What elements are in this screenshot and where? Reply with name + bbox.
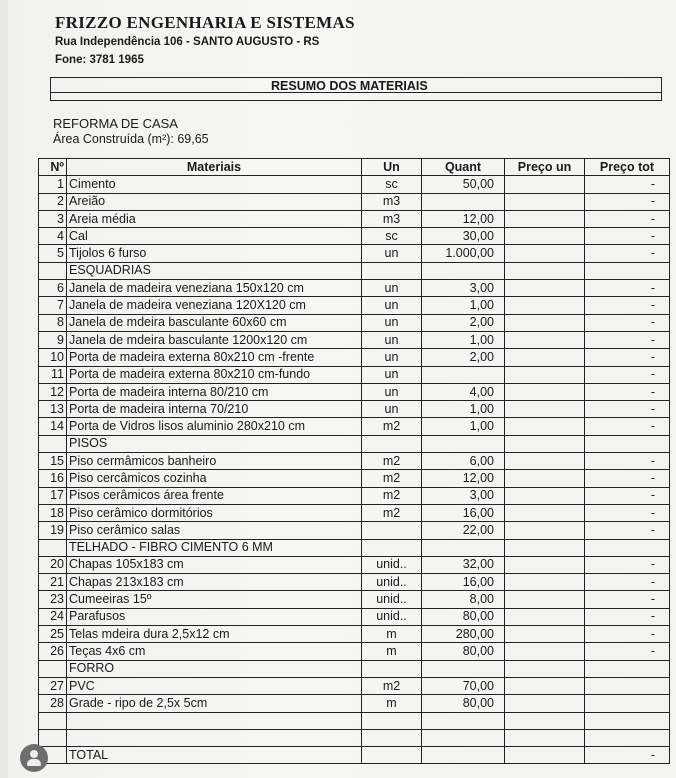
row-unit: sc	[362, 176, 422, 193]
row-total-price: -	[585, 297, 670, 314]
row-total-price: -	[585, 626, 670, 643]
row-number: 12	[39, 383, 67, 400]
company-address: Rua Independência 106 - SANTO AUGUSTO - RS	[55, 36, 320, 48]
row-quantity: 6,00	[422, 453, 505, 470]
row-number: 19	[39, 522, 67, 539]
row-quantity: 1,00	[422, 418, 505, 435]
table-row	[39, 280, 670, 297]
row-total-price: -	[585, 487, 670, 504]
empty-cell	[585, 712, 670, 729]
row-unit-price	[505, 176, 585, 193]
row-material: Chapas 213x183 cm	[67, 574, 362, 591]
row-material: Cumeeiras 15º	[67, 591, 362, 608]
empty-cell	[39, 712, 67, 729]
col-unit-price-header: Preço un	[505, 159, 585, 176]
materials-table-body	[39, 176, 670, 747]
row-quantity	[422, 193, 505, 210]
table-row	[39, 176, 670, 193]
row-unit-price	[505, 608, 585, 625]
row-unit-price	[505, 314, 585, 331]
row-total-price: -	[585, 574, 670, 591]
row-unit	[362, 522, 422, 539]
row-material: Cal	[67, 228, 362, 245]
row-unit-price	[505, 262, 585, 279]
row-unit: unid..	[362, 556, 422, 573]
row-quantity	[422, 366, 505, 383]
row-unit-price	[505, 677, 585, 694]
row-material: Piso cerâmico dormitórios	[67, 504, 362, 521]
col-total-price-header: Preço tot	[585, 159, 670, 176]
row-material: Areia média	[67, 210, 362, 227]
row-material: Janela de mdeira basculante 1200x120 cm	[67, 331, 362, 348]
row-material: Cimento	[67, 176, 362, 193]
row-total-price	[585, 677, 670, 694]
row-unit-price	[505, 383, 585, 400]
row-number: 14	[39, 418, 67, 435]
row-number	[39, 435, 67, 452]
company-name: FRIZZO ENGENHARIA E SISTEMAS	[55, 13, 355, 32]
row-unit: un	[362, 331, 422, 348]
row-unit-price	[505, 626, 585, 643]
section-row	[39, 435, 670, 452]
row-unit-price	[505, 297, 585, 314]
row-material: Tijolos 6 furso	[67, 245, 362, 262]
row-number: 3	[39, 210, 67, 227]
row-unit: sc	[362, 228, 422, 245]
row-unit: m2	[362, 677, 422, 694]
empty-cell	[422, 712, 505, 729]
row-material: Piso cerâmico salas	[67, 522, 362, 539]
row-unit: m3	[362, 193, 422, 210]
row-unit-price	[505, 470, 585, 487]
row-unit-price	[505, 366, 585, 383]
row-unit: m	[362, 695, 422, 712]
row-unit-price	[505, 193, 585, 210]
table-row	[39, 193, 670, 210]
row-material: Porta de madeira interna 70/210	[67, 401, 362, 418]
row-material: Areião	[67, 193, 362, 210]
row-number: 20	[39, 556, 67, 573]
row-quantity: 8,00	[422, 591, 505, 608]
row-quantity: 3,00	[422, 280, 505, 297]
col-number-header: Nº	[39, 159, 67, 176]
row-total-price: -	[585, 504, 670, 521]
row-total-price: -	[585, 366, 670, 383]
row-unit-price	[505, 435, 585, 452]
row-quantity: 2,00	[422, 314, 505, 331]
row-total-price: -	[585, 245, 670, 262]
row-quantity: 1,00	[422, 401, 505, 418]
row-total-price: -	[585, 418, 670, 435]
row-material: Telas mdeira dura 2,5x12 cm	[67, 626, 362, 643]
row-unit: un	[362, 314, 422, 331]
row-total-price: -	[585, 453, 670, 470]
row-total-price: -	[585, 470, 670, 487]
total-unit-cell	[362, 747, 422, 764]
row-quantity: 32,00	[422, 556, 505, 573]
table-row	[39, 487, 670, 504]
row-quantity: 30,00	[422, 228, 505, 245]
row-total-price: -	[585, 331, 670, 348]
built-area: Área Construída (m²): 69,65	[53, 132, 209, 146]
company-phone: Fone: 3781 1965	[55, 54, 144, 66]
table-row	[39, 210, 670, 227]
empty-cell	[39, 729, 67, 746]
table-row	[39, 574, 670, 591]
row-number	[39, 539, 67, 556]
section-row	[39, 660, 670, 677]
row-unit: un	[362, 297, 422, 314]
row-material: Parafusos	[67, 608, 362, 625]
row-number: 11	[39, 366, 67, 383]
row-total-price: -	[585, 383, 670, 400]
total-row	[39, 747, 670, 764]
row-material: Porta de madeira externa 80x210 cm-fundo	[67, 366, 362, 383]
row-number: 6	[39, 280, 67, 297]
row-number: 5	[39, 245, 67, 262]
row-unit: m2	[362, 487, 422, 504]
row-unit-price	[505, 539, 585, 556]
row-quantity: 12,00	[422, 210, 505, 227]
row-quantity: 80,00	[422, 643, 505, 660]
row-unit-price	[505, 487, 585, 504]
row-number: 25	[39, 626, 67, 643]
section-row	[39, 262, 670, 279]
row-total-price: -	[585, 280, 670, 297]
row-number: 23	[39, 591, 67, 608]
project-name: REFORMA DE CASA	[53, 116, 178, 131]
row-quantity	[422, 660, 505, 677]
row-quantity: 1.000,00	[422, 245, 505, 262]
title-box	[50, 77, 662, 101]
table-row	[39, 504, 670, 521]
row-material: Porta de Vidros lisos aluminio 280x210 cm	[67, 418, 362, 435]
col-materials-header: Materiais	[67, 159, 362, 176]
row-unit: m2	[362, 504, 422, 521]
table-row	[39, 245, 670, 262]
row-number: 1	[39, 176, 67, 193]
row-unit: unid..	[362, 574, 422, 591]
row-unit-price	[505, 401, 585, 418]
table-header-row	[39, 159, 670, 176]
row-quantity: 22,00	[422, 522, 505, 539]
row-material: Piso cermâmicos banheiro	[67, 453, 362, 470]
row-total-price: -	[585, 522, 670, 539]
row-quantity: 4,00	[422, 383, 505, 400]
row-total-price: -	[585, 556, 670, 573]
row-total-price: -	[585, 176, 670, 193]
row-unit: un	[362, 366, 422, 383]
empty-cell	[362, 712, 422, 729]
row-unit-price	[505, 643, 585, 660]
row-quantity: 12,00	[422, 470, 505, 487]
row-unit-price	[505, 660, 585, 677]
empty-cell	[585, 729, 670, 746]
document-title: RESUMO DOS MATERIAIS	[271, 79, 428, 93]
row-total-price: -	[585, 591, 670, 608]
table-row	[39, 383, 670, 400]
row-unit	[362, 435, 422, 452]
row-quantity: 80,00	[422, 695, 505, 712]
table-row	[39, 470, 670, 487]
row-unit-price	[505, 522, 585, 539]
row-unit: un	[362, 401, 422, 418]
row-number: 13	[39, 401, 67, 418]
row-number: 28	[39, 695, 67, 712]
materials-table	[38, 158, 670, 764]
row-unit: m2	[362, 418, 422, 435]
row-quantity: 1,00	[422, 297, 505, 314]
row-quantity	[422, 539, 505, 556]
row-unit: un	[362, 383, 422, 400]
section-title: FORRO	[67, 660, 362, 677]
empty-cell	[67, 729, 362, 746]
empty-cell	[505, 729, 585, 746]
row-material: PVC	[67, 677, 362, 694]
row-unit-price	[505, 245, 585, 262]
row-number: 26	[39, 643, 67, 660]
row-number: 27	[39, 677, 67, 694]
row-unit: un	[362, 245, 422, 262]
row-total-price	[585, 660, 670, 677]
row-unit-price	[505, 331, 585, 348]
row-quantity: 1,00	[422, 331, 505, 348]
row-material: Porta de madeira externa 80x210 cm -frente	[67, 349, 362, 366]
row-number	[39, 262, 67, 279]
empty-cell	[422, 729, 505, 746]
row-unit-price	[505, 504, 585, 521]
row-quantity: 16,00	[422, 574, 505, 591]
row-total-price: -	[585, 643, 670, 660]
row-number: 8	[39, 314, 67, 331]
table-row	[39, 349, 670, 366]
table-row	[39, 228, 670, 245]
row-total-price	[585, 539, 670, 556]
row-unit: un	[362, 280, 422, 297]
row-quantity: 70,00	[422, 677, 505, 694]
row-unit: m2	[362, 470, 422, 487]
row-number: 17	[39, 487, 67, 504]
table-row	[39, 591, 670, 608]
row-number: 15	[39, 453, 67, 470]
row-unit-price	[505, 418, 585, 435]
table-row	[39, 556, 670, 573]
row-unit: unid..	[362, 608, 422, 625]
row-number: 7	[39, 297, 67, 314]
row-quantity: 16,00	[422, 504, 505, 521]
table-row	[39, 314, 670, 331]
row-number: 2	[39, 193, 67, 210]
row-number: 18	[39, 504, 67, 521]
row-total-price	[585, 695, 670, 712]
row-unit-price	[505, 591, 585, 608]
row-unit: m3	[362, 210, 422, 227]
row-quantity	[422, 262, 505, 279]
row-total-price: -	[585, 349, 670, 366]
row-unit: m2	[362, 453, 422, 470]
row-total-price: -	[585, 210, 670, 227]
total-label: TOTAL	[67, 747, 362, 764]
table-row	[39, 643, 670, 660]
empty-cell	[505, 712, 585, 729]
section-row	[39, 539, 670, 556]
row-number: 9	[39, 331, 67, 348]
row-unit-price	[505, 280, 585, 297]
table-row	[39, 297, 670, 314]
row-quantity: 280,00	[422, 626, 505, 643]
row-number: 21	[39, 574, 67, 591]
row-unit-price	[505, 695, 585, 712]
row-number: 16	[39, 470, 67, 487]
table-row	[39, 453, 670, 470]
table-row	[39, 331, 670, 348]
row-unit: unid..	[362, 591, 422, 608]
col-unit-header: Un	[362, 159, 422, 176]
table-row	[39, 729, 670, 746]
section-title: ESQUADRIAS	[67, 262, 362, 279]
row-unit: un	[362, 349, 422, 366]
row-unit: m	[362, 626, 422, 643]
avatar-icon[interactable]	[20, 744, 48, 772]
row-quantity: 50,00	[422, 176, 505, 193]
row-quantity	[422, 435, 505, 452]
row-unit-price	[505, 210, 585, 227]
table-row	[39, 401, 670, 418]
row-material: Janela de madeira veneziana 120X120 cm	[67, 297, 362, 314]
row-quantity: 2,00	[422, 349, 505, 366]
row-material: Grade - ripo de 2,5x 5cm	[67, 695, 362, 712]
row-total-price	[585, 435, 670, 452]
section-title: TELHADO - FIBRO CIMENTO 6 MM	[67, 539, 362, 556]
row-quantity: 3,00	[422, 487, 505, 504]
table-row	[39, 695, 670, 712]
empty-cell	[362, 729, 422, 746]
row-unit-price	[505, 228, 585, 245]
row-material: Pisos cerâmicos área frente	[67, 487, 362, 504]
section-title: PISOS	[67, 435, 362, 452]
table-row	[39, 522, 670, 539]
row-unit-price	[505, 574, 585, 591]
row-number: 24	[39, 608, 67, 625]
table-row	[39, 366, 670, 383]
row-total-price: -	[585, 608, 670, 625]
table-row	[39, 608, 670, 625]
row-unit	[362, 539, 422, 556]
table-row	[39, 418, 670, 435]
row-total-price: -	[585, 228, 670, 245]
empty-cell	[67, 712, 362, 729]
row-material: Chapas 105x183 cm	[67, 556, 362, 573]
row-total-price: -	[585, 314, 670, 331]
row-number: 10	[39, 349, 67, 366]
total-value: -	[585, 747, 670, 764]
table-row	[39, 677, 670, 694]
total-quantity-cell	[422, 747, 505, 764]
row-number: 4	[39, 228, 67, 245]
row-unit	[362, 262, 422, 279]
row-material: Janela de madeira veneziana 150x120 cm	[67, 280, 362, 297]
col-quantity-header: Quant	[422, 159, 505, 176]
row-unit: m	[362, 643, 422, 660]
row-unit-price	[505, 349, 585, 366]
row-number	[39, 660, 67, 677]
row-unit-price	[505, 556, 585, 573]
row-unit	[362, 660, 422, 677]
table-row	[39, 626, 670, 643]
table-row	[39, 712, 670, 729]
row-total-price: -	[585, 193, 670, 210]
row-quantity: 80,00	[422, 608, 505, 625]
row-total-price	[585, 262, 670, 279]
row-material: Porta de madeira interna 80/210 cm	[67, 383, 362, 400]
total-unit-price-cell	[505, 747, 585, 764]
row-material: Janela de mdeira basculante 60x60 cm	[67, 314, 362, 331]
row-unit-price	[505, 453, 585, 470]
row-material: Teças 4x6 cm	[67, 643, 362, 660]
row-total-price: -	[585, 401, 670, 418]
row-material: Piso cercâmicos cozinha	[67, 470, 362, 487]
